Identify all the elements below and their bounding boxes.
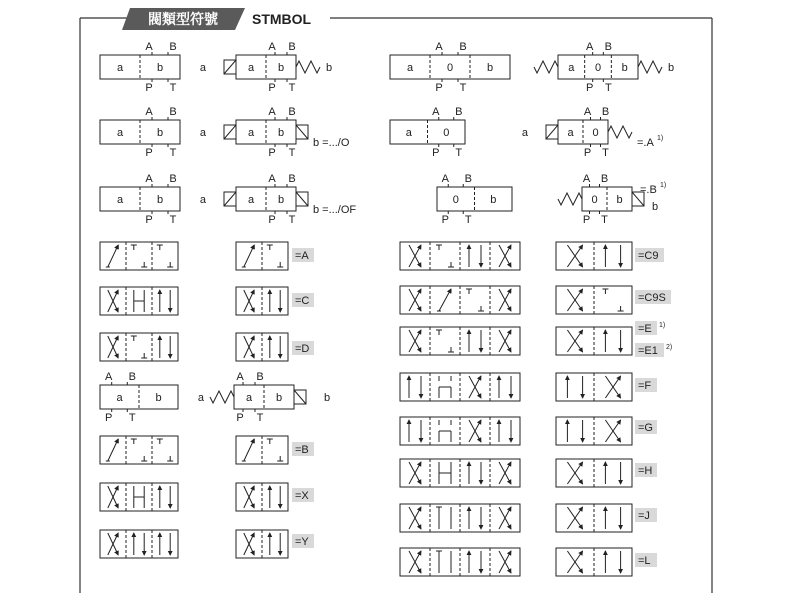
port-p-label: P [145, 147, 153, 159]
spool-code: =E [638, 323, 652, 335]
spool-code: =C [295, 295, 310, 307]
spool-tag-r2 [635, 290, 671, 304]
spool-tag-r3 [635, 321, 665, 335]
port-p-label: P [268, 214, 276, 226]
actuator-a-label: a [199, 194, 206, 206]
valve-2pos-a0 [390, 106, 465, 159]
spool-code: =X [295, 490, 309, 502]
spring-icon [296, 61, 320, 73]
note-a1: =.A [637, 137, 654, 149]
envelope-label-1: a [568, 62, 575, 74]
valve-2pos-of [200, 173, 357, 226]
spool-tag-4 [292, 442, 314, 456]
spool-code: =C9 [638, 250, 659, 262]
envelope-label-1: 0 [591, 194, 598, 206]
envelope-label-2: b [277, 62, 285, 74]
spring-icon [210, 391, 234, 403]
port-b-label: B [464, 173, 472, 185]
port-a-label: A [583, 106, 592, 118]
envelope-label-3: b [621, 62, 628, 74]
port-a-label: A [145, 41, 153, 53]
port-t-label: T [128, 412, 136, 424]
port-b-label: B [459, 41, 467, 53]
port-a-label: A [585, 41, 594, 53]
spool-left-2pos-2 [236, 287, 288, 315]
envelope-label-2: 0 [592, 127, 599, 139]
note-b1-sup: 1) [660, 182, 667, 189]
spool-left-3pos-4 [100, 436, 178, 464]
spring-icon [558, 193, 582, 205]
spool-code: =G [638, 422, 653, 434]
port-a-label: A [435, 41, 443, 53]
spool-right-4pos-3 [400, 327, 520, 355]
envelope-label-1: a [247, 194, 255, 206]
port-p-label: P [441, 214, 449, 226]
envelope-label-1: a [116, 194, 124, 206]
envelope-label-1: a [406, 62, 414, 74]
envelope-label-1: a [247, 127, 255, 139]
port-p-label: P [236, 412, 244, 424]
valve-2pos-sprung [100, 41, 180, 94]
envelope-label-2: b [156, 127, 164, 139]
envelope-label-1: a [405, 127, 412, 139]
valve-2pos-0b-spring [558, 173, 666, 226]
spool-left-3pos-1 [100, 242, 178, 270]
spool-code: =J [638, 510, 650, 522]
spool-right-2pos-1 [556, 242, 632, 270]
spool-tag-3 [292, 341, 314, 355]
spool-right-4pos-1 [400, 242, 520, 270]
port-a-label: A [268, 173, 276, 185]
spool-left-2pos-5 [236, 483, 288, 511]
port-p-label: P [268, 82, 276, 94]
port-b-label: B [128, 371, 136, 383]
spool-code: =H [638, 465, 653, 477]
spool-tag-1 [292, 248, 314, 262]
port-b-label: B [288, 106, 296, 118]
port-p-label: P [585, 82, 594, 94]
spool-left-3pos-5 [100, 483, 178, 511]
spool-right-2pos-2 [556, 286, 632, 314]
spool-tag-r7 [635, 463, 657, 477]
spool-right-2pos-5 [556, 417, 632, 445]
port-t-label: T [288, 82, 296, 94]
actuator-a-label: a [199, 62, 206, 74]
port-t-label: T [459, 82, 467, 94]
port-a-label: A [236, 371, 244, 383]
note-a1-sup: 1) [657, 135, 664, 142]
spool-right-2pos-7 [556, 504, 632, 532]
envelope-label-2: b [616, 194, 623, 206]
port-t-label: T [169, 214, 177, 226]
valve-3pos [390, 41, 510, 94]
port-t-label: T [169, 82, 177, 94]
spool-tag-5 [292, 488, 314, 502]
spool-code: =D [295, 343, 310, 355]
header-title-en: STMBOL [252, 11, 312, 27]
port-t-label: T [169, 147, 177, 159]
port-t-label: T [602, 147, 609, 159]
spool-code: =L [638, 555, 651, 567]
spool-code: =A [295, 250, 309, 262]
port-a-label: A [145, 173, 153, 185]
port-a-label: A [145, 106, 153, 118]
envelope-label-2: b [156, 62, 164, 74]
envelope-label-2: b [277, 194, 285, 206]
port-t-label: T [601, 214, 608, 226]
envelope-label-1: a [567, 127, 574, 139]
port-t-label: T [604, 82, 612, 94]
envelope-label-2: b [275, 392, 283, 404]
port-p-label: P [145, 214, 153, 226]
valve-2pos-0b [437, 173, 512, 226]
spool-left-2pos-4 [236, 436, 288, 464]
port-p-label: P [582, 214, 591, 226]
spool-left-2pos-3 [236, 333, 288, 361]
spool-left-3pos-3 [100, 333, 178, 361]
header [122, 8, 312, 30]
port-a-label: A [441, 173, 449, 185]
envelope-label-1: a [245, 392, 253, 404]
spring-icon [638, 61, 662, 73]
port-b-label: B [288, 41, 296, 53]
port-p-label: P [583, 147, 592, 159]
port-a-label: A [105, 371, 113, 383]
spool-tag-r4 [635, 343, 672, 357]
spool-left-3pos-6 [100, 530, 178, 558]
note-o: b =.../O [313, 137, 350, 149]
port-b-label: B [604, 41, 613, 53]
spool-tag-r9 [635, 553, 657, 567]
envelope-label-1: a [116, 62, 124, 74]
spool-code: =Y [295, 536, 309, 548]
port-p-label: P [432, 147, 440, 159]
spool-right-4pos-4 [400, 373, 520, 401]
port-b-label: B [455, 106, 463, 118]
spool-tag-r6 [635, 420, 657, 434]
envelope-label-1: a [116, 392, 123, 404]
valve-3pos-spring [534, 41, 674, 94]
spool-right-4pos-7 [400, 504, 520, 532]
port-b-label: B [169, 173, 177, 185]
port-a-label: A [268, 106, 276, 118]
spool-right-2pos-8 [556, 548, 632, 576]
spool-right-2pos-3 [556, 327, 632, 355]
spool-code: =B [295, 444, 309, 456]
envelope-label-1: 0 [452, 194, 459, 206]
spool-tag-r1 [635, 248, 664, 262]
spool-left-2pos-1 [236, 242, 288, 270]
actuator-b-label: b [324, 392, 331, 404]
envelope-label-2: b [155, 392, 162, 404]
spool-code-note: 1) [659, 322, 666, 329]
port-t-label: T [288, 147, 296, 159]
header-title-cn: 閥類型符號 [148, 11, 218, 27]
port-p-label: P [268, 147, 276, 159]
spool-right-4pos-5 [400, 417, 520, 445]
note-of: b =.../OF [313, 204, 357, 216]
spool-code: =C9S [638, 292, 666, 304]
spool-right-4pos-8 [400, 548, 520, 576]
port-t-label: T [256, 412, 264, 424]
actuator-a-label: a [197, 392, 204, 404]
spring-icon [608, 126, 632, 138]
port-b-label: B [601, 106, 610, 118]
port-p-label: P [145, 82, 153, 94]
port-t-label: T [464, 214, 472, 226]
port-a-label: A [268, 41, 276, 53]
port-b-label: B [288, 173, 296, 185]
envelope-label-2: 0 [446, 62, 454, 74]
symbol-groups [100, 41, 674, 576]
spool-tag-r8 [635, 508, 657, 522]
envelope-label-2: 0 [594, 62, 602, 74]
port-p-label: P [105, 412, 113, 424]
spool-code: =F [638, 380, 652, 392]
actuator-b-label: b [668, 62, 675, 74]
spool-left-3pos-2 [100, 287, 178, 315]
spool-right-4pos-2 [400, 286, 520, 314]
actuator-b-label: b [326, 62, 333, 74]
port-a-label: A [582, 173, 591, 185]
spool-tag-2 [292, 293, 314, 307]
spring-icon [534, 61, 558, 73]
valve-2pos-b-sprung [100, 371, 178, 424]
envelope-label-2: b [490, 194, 497, 206]
port-t-label: T [288, 214, 296, 226]
spool-tag-6 [292, 534, 314, 548]
envelope-label-2: b [277, 127, 285, 139]
spool-tag-r5 [635, 378, 657, 392]
spool-code-note: 2) [666, 344, 673, 351]
envelope-label-1: a [116, 127, 124, 139]
spool-code: =E1 [638, 345, 658, 357]
spool-left-2pos-6 [236, 530, 288, 558]
actuator-a-label: a [199, 127, 206, 139]
port-a-label: A [432, 106, 440, 118]
valve-2pos-a [100, 173, 180, 226]
spool-right-2pos-4 [556, 373, 632, 401]
actuator-b-label: b [652, 201, 659, 213]
valve-2pos-detent [100, 106, 180, 159]
port-b-label: B [600, 173, 609, 185]
port-p-label: P [435, 82, 443, 94]
spool-right-4pos-6 [400, 459, 520, 487]
envelope-label-3: b [486, 62, 494, 74]
port-t-label: T [455, 147, 463, 159]
port-b-label: B [169, 41, 177, 53]
envelope-label-1: a [247, 62, 255, 74]
port-b-label: B [169, 106, 177, 118]
valve-2pos-a0-spring [522, 106, 663, 159]
actuator-a-label: a [521, 127, 528, 139]
spool-right-2pos-6 [556, 459, 632, 487]
valve-2pos-spring-b [200, 41, 332, 94]
envelope-label-2: b [156, 194, 164, 206]
valve-2pos-b-spring [198, 371, 330, 424]
envelope-label-2: 0 [443, 127, 450, 139]
note-b1: =.B [640, 184, 657, 196]
valve-2pos-o [200, 106, 350, 159]
port-b-label: B [256, 371, 264, 383]
